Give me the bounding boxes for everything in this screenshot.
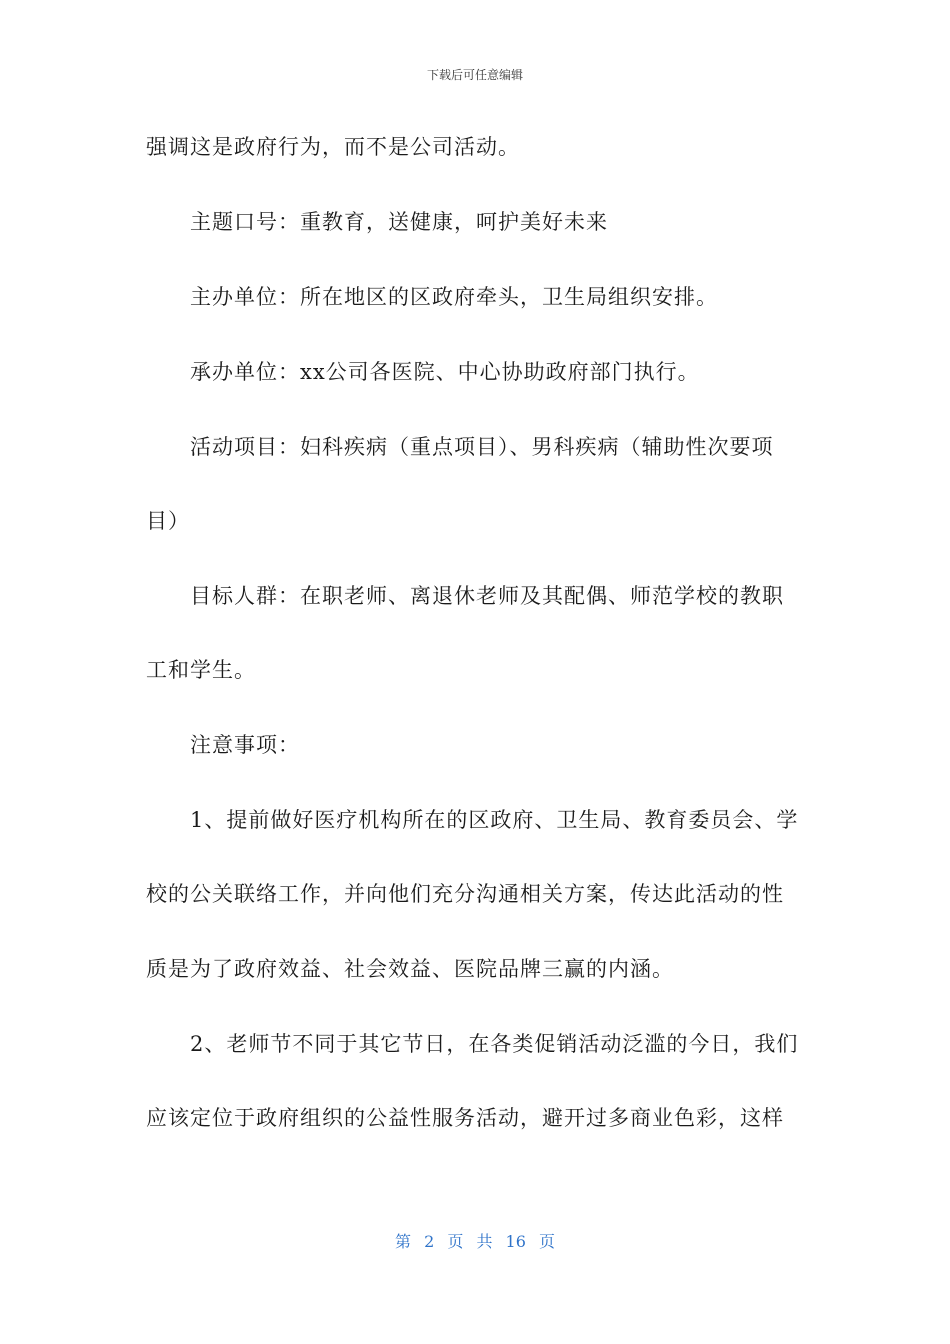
page-number: 第 2 页 共 16 页 [395,1232,555,1251]
text-line-11: 校的公关联络工作，并向他们充分沟通相关方案，传达此活动的性 [146,882,784,906]
text-line-5: 活动项目：妇科疾病（重点项目）、男科疾病（辅助性次要项 [190,435,774,459]
text-line-8: 工和学生。 [146,658,256,682]
text-line-1: 强调这是政府行为，而不是公司活动。 [146,135,520,159]
text-line-10: 1、提前做好医疗机构所在的区政府、卫生局、教育委员会、学 [190,808,799,832]
text-line-4: 承办单位：xx公司各医院、中心协助政府部门执行。 [190,360,700,384]
text-line-6: 目） [146,509,190,533]
text-line-3: 主办单位：所在地区的区政府牵头，卫生局组织安排。 [190,285,718,309]
text-line-12: 质是为了政府效益、社会效益、医院品牌三赢的内涵。 [146,957,674,981]
header-note: 下载后可任意编辑 [426,68,523,82]
text-line-9: 注意事项： [190,733,300,757]
text-line-14: 应该定位于政府组织的公益性服务活动，避开过多商业色彩，这样 [146,1106,784,1130]
text-line-7: 目标人群：在职老师、离退休老师及其配偶、师范学校的教职 [190,584,784,608]
text-line-2: 主题口号：重教育，送健康，呵护美好未来 [190,210,608,234]
text-line-13: 2、老师节不同于其它节日，在各类促销活动泛滥的今日，我们 [190,1032,799,1056]
